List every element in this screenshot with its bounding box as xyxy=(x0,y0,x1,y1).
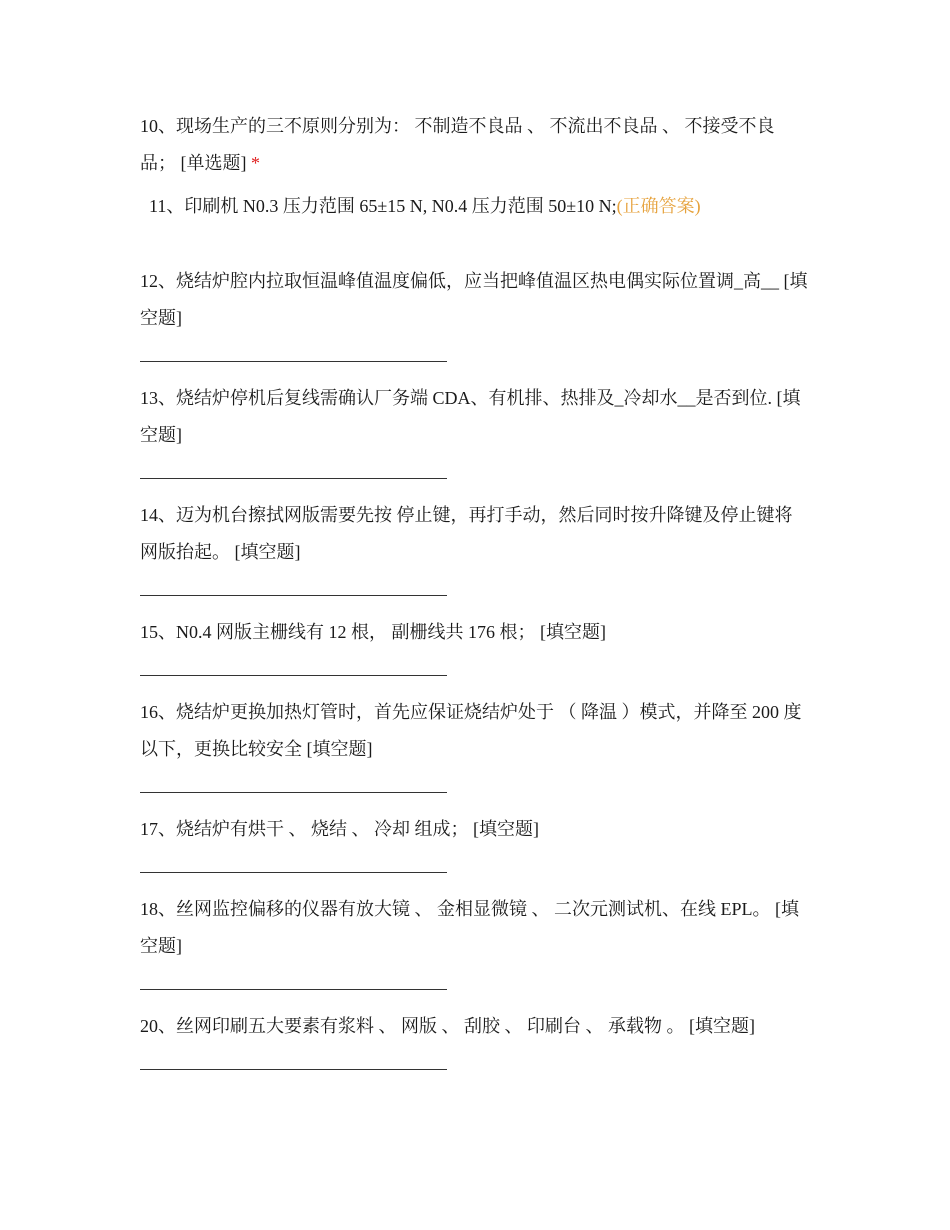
question-10 xyxy=(140,108,810,182)
question-17: 17、烧结炉有烘干 、 烧结 、 冷却 组成； [填空题] xyxy=(140,819,539,839)
required-asterisk: * xyxy=(251,153,260,173)
question-13: 13、烧结炉停机后复线需确认厂务端 CDA、有机排、热排及_冷却水__是否到位. [填空题] xyxy=(140,388,801,445)
answer-blank-17[interactable] xyxy=(140,872,447,873)
question-11 xyxy=(149,191,810,221)
answer-blank-20[interactable] xyxy=(140,1069,447,1070)
answer-blank-18[interactable] xyxy=(140,989,447,990)
question-10-text: 10、现场生产的三不原则分别为： 不制造不良品 、 不流出不良品 、 不接受不良品； [单选题] xyxy=(140,116,775,173)
question-14: 14、迈为机台擦拭网版需要先按 停止键，再打手动，然后同时按升降键及停止键将网版抬起。 [填空题] xyxy=(140,505,793,562)
question-20: 20、丝网印刷五大要素有浆料 、 网版 、 刮胶 、 印刷台 、 承载物 。 [填空题] xyxy=(140,1016,755,1036)
answer-blank-12[interactable] xyxy=(140,361,447,362)
question-11-text: 11、印刷机 N0.3 压力范围 65±15 N, N0.4 压力范围 50±10 N; xyxy=(149,196,617,216)
correct-answer-label: (正确答案) xyxy=(616,196,701,216)
answer-blank-15[interactable] xyxy=(140,675,447,676)
question-12: 12、烧结炉腔内拉取恒温峰值温度偏低，应当把峰值温区热电偶实际位置调_高__ [填空题] xyxy=(140,271,808,328)
answer-blank-13[interactable] xyxy=(140,478,447,479)
question-18: 18、丝网监控偏移的仪器有放大镜 、 金相显微镜 、 二次元测试机、在线 EPL。 [填空题] xyxy=(140,899,799,956)
question-16: 16、烧结炉更换加热灯管时，首先应保证烧结炉处于 （ 降温 ）模式，并降至 200 度以下，更换比较安全 [填空题] xyxy=(140,702,802,759)
answer-blank-14[interactable] xyxy=(140,595,447,596)
answer-blank-16[interactable] xyxy=(140,792,447,793)
questionnaire xyxy=(140,108,810,1070)
question-15: 15、N0.4 网版主栅线有 12 根， 副栅线共 176 根； [填空题] xyxy=(140,622,606,642)
